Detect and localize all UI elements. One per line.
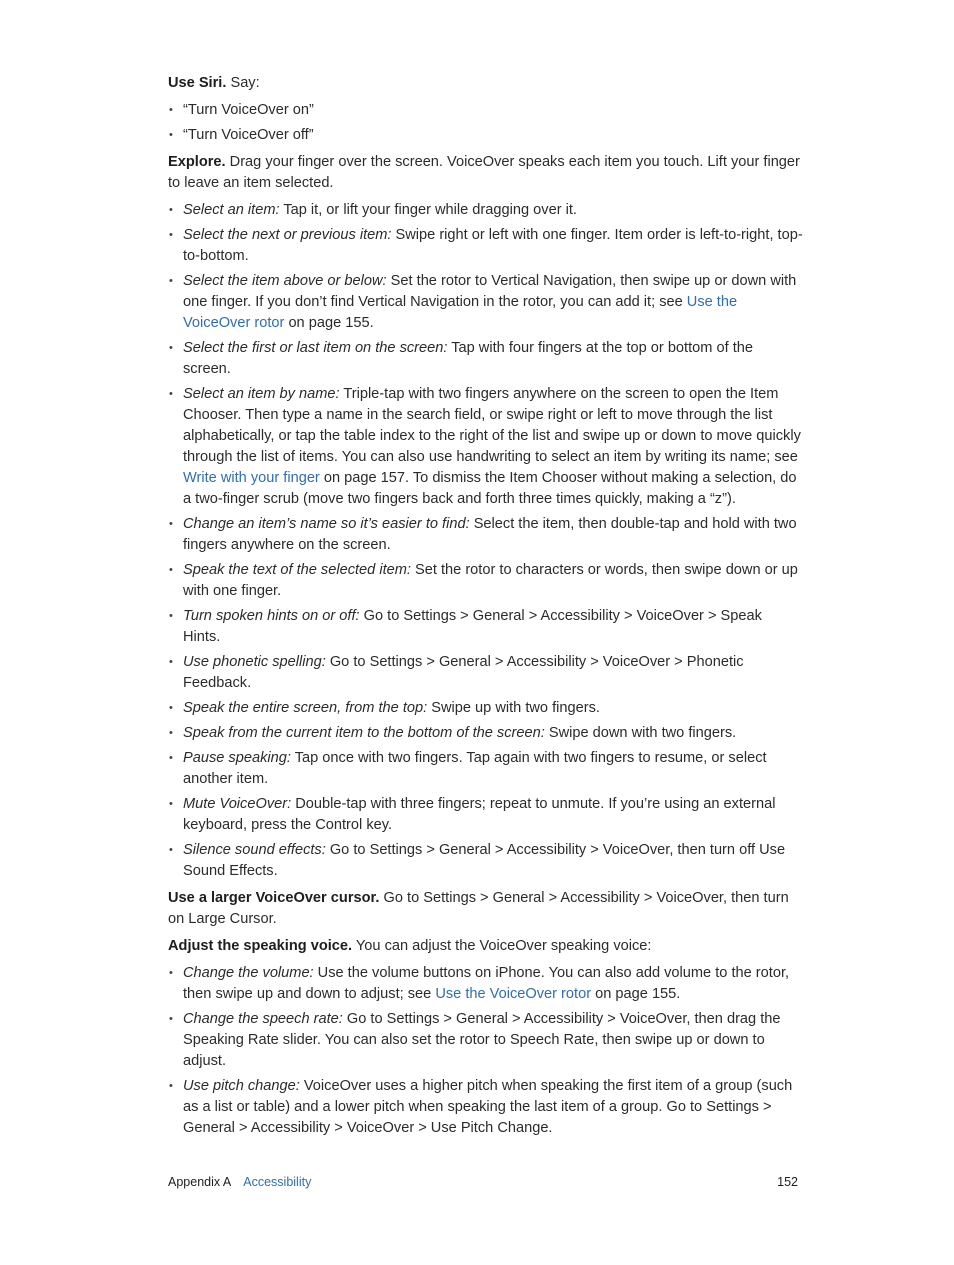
text-run: Triple-tap with two fingers anywhere on the screen to open the Item Chooser. Then type a name in the search field, or swipe right or left to move through the list alphabetically, or tap the table index to the right of the list and swipe up or down to move quickly through the list of items. You can also use handwriting to select an item by writing its name; see [183,386,801,465]
list-item-term: Silence sound effects: [183,842,326,858]
paragraph [168,73,803,94]
list-item-term: Change the speech rate: [183,1011,343,1027]
list-item-term: Mute VoiceOver: [183,796,292,812]
list-item-term: Pause speaking: [183,750,291,766]
cross-reference-link[interactable]: Use the VoiceOver rotor [435,986,592,1002]
list-item-term: Use pitch change: [183,1078,300,1094]
page-footer [168,1172,798,1193]
text-run: Swipe right or left with one finger. Item order is left-to-right, top-to-bottom. [183,227,803,264]
text-run: Go to Settings > General > Accessibility > VoiceOver, then turn off Use Sound Effects. [183,842,786,879]
text-run: Tap it, or lift your finger while dragging over it. [279,202,577,218]
list-item [168,1076,803,1139]
text-run: VoiceOver uses a higher pitch when speaking the first item of a group (such as a list or table) and a lower pitch when speaking the last item of a group. Go to Settings > General > Accessibility > VoiceOver > Use Pitch Change. [183,1078,793,1136]
bullet-list [168,963,803,1139]
text-run: Tap once with two fingers. Tap again with two fingers to resume, or select another item. [183,750,767,787]
text-run: on page 155. [284,315,374,331]
list-item [168,606,803,648]
list-item-term: Use phonetic spelling: [183,654,326,670]
list-item-term: Select the first or last item on the screen: [183,340,448,356]
bullet-list [168,200,803,882]
cross-reference-link[interactable]: Use the VoiceOver rotor [183,294,738,331]
list-item [168,698,803,719]
text-run: Go to Settings > General > Accessibility > VoiceOver > Phonetic Feedback. [183,654,744,691]
text-run: “Turn VoiceOver on” [183,102,314,118]
footer-section-link[interactable]: Accessibility [243,1175,312,1189]
text-run: Swipe down with two fingers. [544,725,737,741]
text-run: You can adjust the VoiceOver speaking voice: [352,938,652,954]
footer-appendix: Appendix A [168,1175,232,1189]
list-item-term: Select an item: [183,202,280,218]
page-number: 152 [777,1175,798,1189]
cross-reference-link[interactable]: Write with your finger [183,470,320,486]
list-item-term: Select the next or previous item: [183,227,392,243]
list-item [168,338,803,380]
text-run: Say: [226,75,260,91]
list-item-term: Speak the text of the selected item: [183,562,411,578]
list-item-term: Turn spoken hints on or off: [183,608,360,624]
list-item-term: Change the volume: [183,965,314,981]
list-item [168,125,803,146]
text-run: on page 155. [591,986,681,1002]
text-run: Drag your finger over the screen. VoiceOver speaks each item you touch. Lift your finger to leave an item selected. [168,154,800,191]
text-run: Tap with four fingers at the top or bottom of the screen. [183,340,754,377]
list-item [168,794,803,836]
list-item-term: Speak from the current item to the bottom of the screen: [183,725,545,741]
text-run: Use the volume buttons on iPhone. You can also add volume to the rotor, then swipe up and down to adjust; see [183,965,790,1002]
list-item [168,271,803,334]
list-item [168,748,803,790]
list-item [168,100,803,121]
list-item [168,723,803,744]
text-run: Double-tap with three fingers; repeat to unmute. If you’re using an external keyboard, press the Control key. [183,796,776,833]
list-item [168,514,803,556]
list-item [168,225,803,267]
text-run: Swipe up with two fingers. [427,700,600,716]
paragraph-lead-in: Explore. [168,154,226,170]
paragraph [168,152,803,194]
list-item-term: Select an item by name: [183,386,340,402]
list-item [168,560,803,602]
document-body [168,73,803,1145]
list-item-term: Speak the entire screen, from the top: [183,700,428,716]
list-item [168,840,803,882]
paragraph [168,888,803,930]
paragraph-lead-in: Use a larger VoiceOver cursor. [168,890,380,906]
list-item [168,963,803,1005]
paragraph [168,936,803,957]
list-item-term: Change an item’s name so it’s easier to find: [183,516,470,532]
text-run: Select the item, then double-tap and hold with two fingers anywhere on the screen. [183,516,797,553]
paragraph-lead-in: Adjust the speaking voice. [168,938,353,954]
text-run: Go to Settings > General > Accessibility > VoiceOver, then turn on Large Cursor. [168,890,789,927]
text-run: Set the rotor to characters or words, then swipe down or up with one finger. [183,562,798,599]
text-run: on page 157. To dismiss the Item Chooser without making a selection, do a two-finger scrub (move two fingers back and forth three times quickly, making a “z”). [183,470,797,507]
bullet-list [168,100,803,146]
paragraph-lead-in: Use Siri. [168,75,227,91]
list-item [168,1009,803,1072]
list-item-term: Select the item above or below: [183,273,387,289]
list-item [168,652,803,694]
text-run: Go to Settings > General > Accessibility > VoiceOver > Speak Hints. [183,608,762,645]
text-run: Set the rotor to Vertical Navigation, then swipe up or down with one finger. If you don’t find Vertical Navigation in the rotor, you can add it; see [183,273,797,310]
text-run: Go to Settings > General > Accessibility > VoiceOver, then drag the Speaking Rate slider. You can also set the rotor to Speech Rate, then swipe up or down to adjust. [183,1011,781,1069]
text-run: “Turn VoiceOver off” [183,127,314,143]
list-item [168,200,803,221]
list-item [168,384,803,510]
